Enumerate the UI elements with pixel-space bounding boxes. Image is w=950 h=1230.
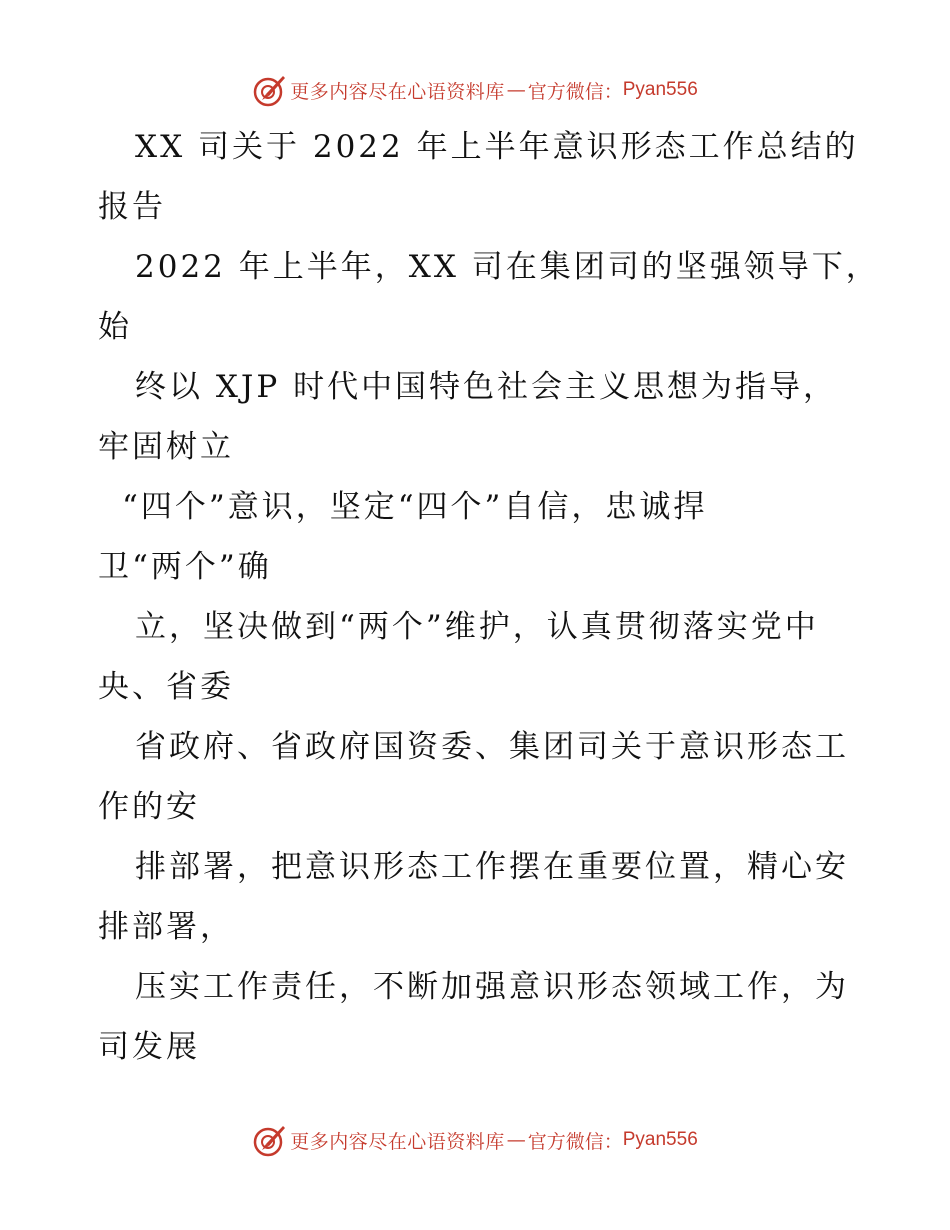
body-line-3: 终以 XJP 时代中国特色社会主义思想为指导， xyxy=(135,369,838,405)
body-line-4: 牢固树立 xyxy=(98,429,234,465)
body-line-10: 作的安 xyxy=(98,789,200,825)
header-banner xyxy=(0,70,950,110)
quill-logo-icon xyxy=(252,1122,288,1158)
banner-wechat-id: Pyan556 xyxy=(622,1129,698,1150)
body-line-2: 始 xyxy=(98,309,132,345)
title-line-1: XX 司关于 2022 年上半年意识形态工作总结的 xyxy=(135,129,859,165)
body-line-5: “四个”意识，坚定“四个”自信，忠诚捍 xyxy=(122,489,708,525)
body-line-11: 排部署，把意识形态工作摆在重要位置，精心安 xyxy=(135,849,849,885)
banner-site-text: 更多内容尽在心语资料库 xyxy=(290,1130,505,1153)
banner-separator: — xyxy=(506,79,526,101)
quill-logo-icon xyxy=(252,72,288,108)
banner-wechat-label: 官方微信： xyxy=(527,80,623,103)
body-line-14: 司发展 xyxy=(98,1029,200,1065)
banner-wechat-label: 官方微信： xyxy=(527,1130,623,1153)
body-line-12: 排部署， xyxy=(98,909,234,945)
body-line-8: 央、省委 xyxy=(98,669,234,705)
banner-separator: — xyxy=(506,1129,526,1151)
body-line-7: 立，坚决做到“两个”维护，认真贯彻落实党中 xyxy=(135,609,819,645)
body-line-6: 卫“两个”确 xyxy=(98,549,272,585)
body-line-9: 省政府、省政府国资委、集团司关于意识形态工 xyxy=(135,729,849,765)
body-line-1: 2022 年上半年，XX 司在集团司的坚强领导下， xyxy=(135,249,880,285)
banner-site-text: 更多内容尽在心语资料库 xyxy=(290,80,505,103)
banner-wechat-id: Pyan556 xyxy=(622,79,698,100)
title-line-2: 报告 xyxy=(98,189,166,225)
body-line-13: 压实工作责任，不断加强意识形态领域工作，为 xyxy=(135,969,849,1005)
footer-banner xyxy=(0,1120,950,1160)
